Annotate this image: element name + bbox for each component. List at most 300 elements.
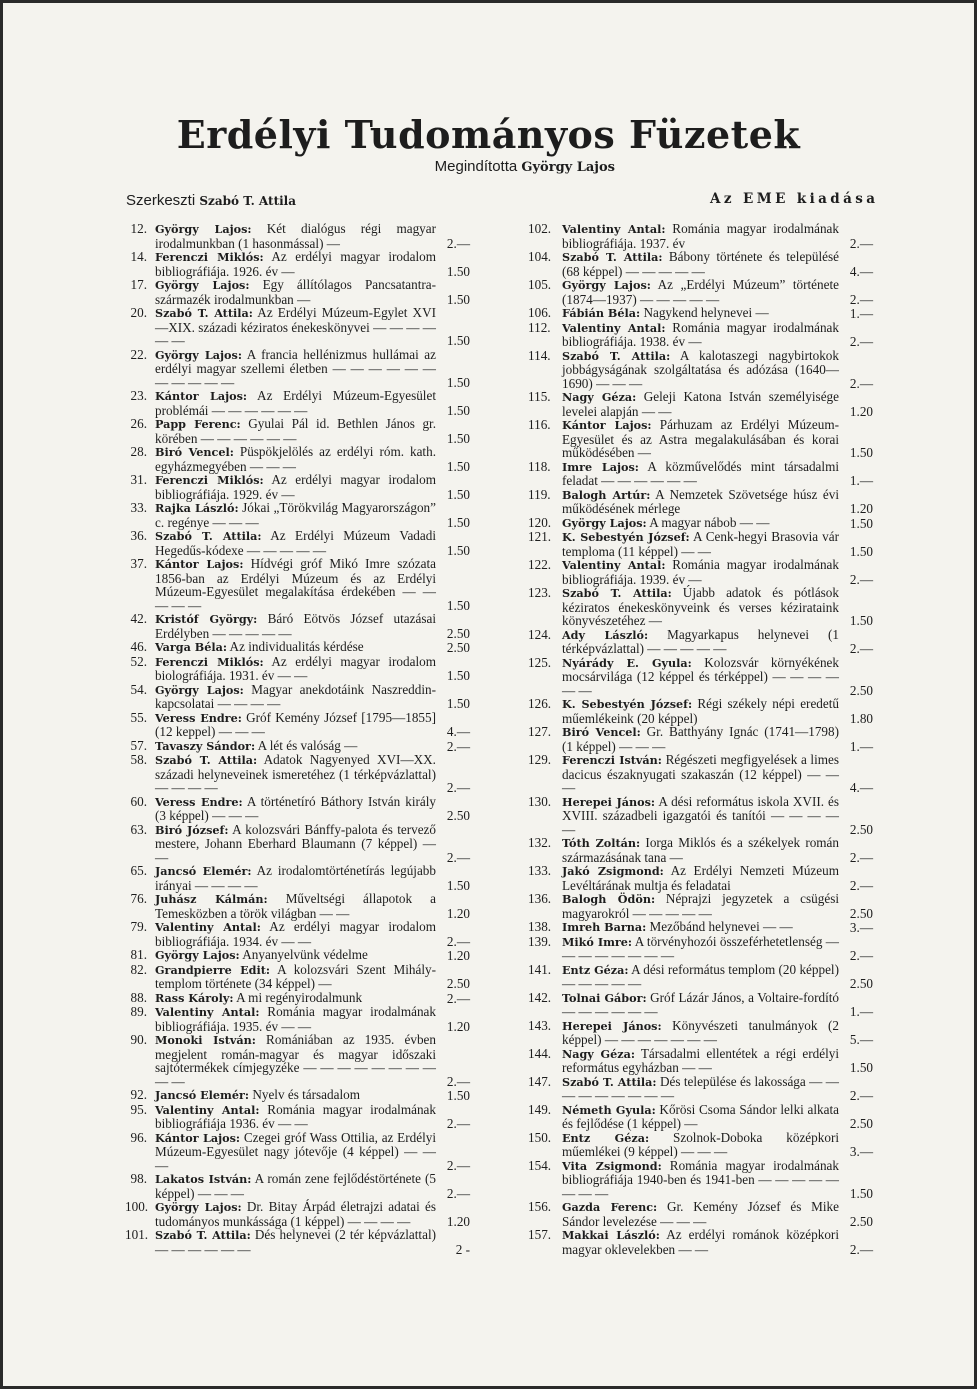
catalog-entry xyxy=(125,389,470,417)
entry-title: Románia magyar irodalmának bibliográfiája. 1937. év xyxy=(562,221,839,251)
entry-author: Lakatos István: xyxy=(155,1172,252,1186)
entry-number: 119. xyxy=(528,486,551,502)
entry-price: 2.— xyxy=(849,571,873,587)
entry-title: Hídvégi gróf Mikó Imre szózata 1856-ban az Erdélyi Múzeum és az Erdélyi Múzeum-Egyesület megalakítása érdekében — — — — — xyxy=(155,556,437,613)
entry-price: 1.50 xyxy=(446,877,470,893)
entry-number: 31. xyxy=(130,472,147,487)
entry-number: 120. xyxy=(528,514,552,530)
catalog-entry xyxy=(125,1200,470,1228)
entry-author: Herepei János: xyxy=(562,794,656,809)
entry-title: Párhuzam az Erdélyi Múzeum-Egyesület és az Astra megalakulásában és korai működésében — xyxy=(562,417,839,460)
entry-price: 1.50 xyxy=(446,291,470,307)
entry-price: 2.50 xyxy=(446,640,470,655)
entry-number: 81. xyxy=(130,947,147,962)
entry-price: 2.50 xyxy=(849,682,873,698)
entry-number: 115. xyxy=(528,389,551,404)
catalog-entry xyxy=(528,935,873,963)
entry-title: A történetíró Báthory István király (3 képpel) — — — xyxy=(155,793,436,823)
series-title: Erdélyi Tudományos Füzetek xyxy=(176,112,801,157)
entry-price: 2.— xyxy=(446,1157,470,1173)
catalog-entry xyxy=(528,1047,873,1075)
catalog-entry xyxy=(125,250,470,278)
entry-title: Az Erdélyi Nemzeti Múzeum Levéltárának multja és feladatai xyxy=(562,863,839,893)
entry-number: 89. xyxy=(130,1004,147,1019)
entry-author: Jancsó Elemér: xyxy=(155,864,252,878)
catalog-entry xyxy=(528,530,873,558)
entry-title: A mi regényirodalmunk xyxy=(236,989,363,1005)
entry-title: Néprajzi jegyzetek a csügési magyarokról — — — — — xyxy=(562,891,839,921)
catalog-entry xyxy=(125,683,470,711)
catalog-entry xyxy=(125,1088,470,1103)
entry-price: 1.50 xyxy=(849,445,873,460)
entry-price: 2.— xyxy=(849,1088,873,1103)
entry-number: 95. xyxy=(130,1101,147,1117)
entry-price: 3.— xyxy=(849,920,873,935)
catalog-entry xyxy=(528,836,873,864)
entry-number: 88. xyxy=(130,989,147,1005)
entry-price: 2.50 xyxy=(446,976,470,991)
catalog-entry xyxy=(528,697,873,725)
catalog-entry xyxy=(528,1075,873,1103)
entry-title: Anyanyelvünk védelme xyxy=(242,947,368,962)
entry-price: 2.— xyxy=(849,375,873,391)
founder-line xyxy=(435,158,615,175)
entry-price: 3.— xyxy=(849,1144,873,1159)
entry-number: 124. xyxy=(528,626,552,642)
entry-title: Egy állítólagos Pancsatantra-származék irodalmunkban — xyxy=(155,277,437,307)
entry-title: Püspökjelölés az erdélyi róm. kath. egyházmegyében — — — xyxy=(155,444,436,474)
entry-price: 2.50 xyxy=(446,625,470,641)
entry-title: Újabb adatok és pótlások kéziratos énekeskönyveink és verses kézirataink könyvészetéhez — xyxy=(562,585,839,628)
entry-author: Kántor Lajos: xyxy=(562,418,652,432)
entry-price: 1.50 xyxy=(446,542,470,558)
catalog-entry xyxy=(125,963,470,991)
entry-price: 1.20 xyxy=(849,403,873,419)
catalog-entry xyxy=(125,864,470,892)
catalog-entry xyxy=(125,306,470,348)
catalog-entry xyxy=(125,823,470,865)
founder-name: György Lajos xyxy=(521,160,615,175)
entry-title: A közművelődés mint társadalmi feladat — — — — — — xyxy=(562,458,839,488)
entry-number: 132. xyxy=(528,835,552,850)
entry-author: Valentiny Antal: xyxy=(562,558,666,572)
entry-price: 1.50 xyxy=(446,333,470,348)
catalog-entry xyxy=(528,1103,873,1131)
catalog-entry xyxy=(528,628,873,656)
entry-title: Gróf Lázár János, a Voltaire-fordító — — — — — — xyxy=(562,989,839,1019)
entry-price: 2.— xyxy=(446,990,470,1006)
entry-author: György Lajos: xyxy=(562,515,647,530)
entry-author: György Lajos: xyxy=(155,682,244,697)
entry-author: Papp Ferenc: xyxy=(155,417,241,431)
entry-author: György Lajos: xyxy=(155,278,250,292)
catalog-entry xyxy=(125,711,470,739)
entry-author: Imre Lajos: xyxy=(562,459,639,474)
entry-author: Veress Endre: xyxy=(155,794,243,809)
entry-number: 42. xyxy=(130,611,147,626)
entry-price: 1.20 xyxy=(849,501,873,516)
entry-price: 1.— xyxy=(849,306,873,321)
entry-title: Kőrösi Csoma Sándor lelki alkata és fejlődése (1 képpel) — xyxy=(562,1101,840,1131)
left-column xyxy=(125,222,470,1256)
entry-price: 1.50 xyxy=(446,486,470,502)
entry-number: 127. xyxy=(528,724,552,739)
entry-number: 17. xyxy=(130,277,147,292)
entry-title: Mezőbánd helynevei — — xyxy=(649,919,793,934)
entry-number: 26. xyxy=(130,416,147,431)
entry-price: 2.— xyxy=(849,849,873,865)
entry-number: 14. xyxy=(130,249,147,264)
entry-price: 2.— xyxy=(849,877,873,893)
entry-title: Magyarkapus helynevei (1 térképvázlattal) — — — — — xyxy=(562,626,839,656)
catalog-entry xyxy=(528,390,873,418)
catalog-entry xyxy=(528,920,873,935)
entry-title: A dési református templom (20 képpel) — — — — — xyxy=(562,961,839,991)
entry-price: 1.50 xyxy=(446,597,470,613)
entry-number: 139. xyxy=(528,933,552,949)
entry-title: Románia magyar irodalmának bibliográfiája 1940-ben és 1941-ben — — — — — — — — xyxy=(562,1157,839,1201)
entry-author: Grandpierre Edit: xyxy=(155,962,271,977)
entry-title: Magyar anekdotáink Naszreddin-kapcsolatai — — — — xyxy=(155,681,437,711)
entry-number: 60. xyxy=(130,793,147,809)
entry-title: Gr. Batthyány Ignác (1741—1798) (1 képpel) — — — xyxy=(562,724,840,754)
catalog-entry xyxy=(125,892,470,920)
entry-number: 54. xyxy=(130,681,147,697)
entry-author: Rass Károly: xyxy=(155,990,234,1005)
entry-number: 122. xyxy=(528,557,552,572)
entry-number: 123. xyxy=(528,585,552,600)
catalog-entry xyxy=(528,488,873,516)
entry-number: 101. xyxy=(125,1227,149,1242)
entry-title: Báró Eötvös József utazásai Erdélyben — — — — — xyxy=(155,611,436,641)
entry-price: 2.50 xyxy=(849,905,873,921)
entry-price: 1.50 xyxy=(446,668,470,683)
entry-price: 1.— xyxy=(849,1004,873,1019)
entry-number: 156. xyxy=(528,1199,552,1214)
catalog-entry xyxy=(528,321,873,349)
entry-author: Ferenczi Miklós: xyxy=(155,250,264,264)
entry-number: 157. xyxy=(528,1227,552,1242)
entry-author: Fábián Béla: xyxy=(562,306,641,320)
entry-price: 1.50 xyxy=(446,374,470,390)
catalog-entry xyxy=(528,1200,873,1228)
entry-price: 2.— xyxy=(849,334,873,349)
entry-title: Kolozsvár környékének mocsárvilága (12 képpel és térképpel) — — — — — — xyxy=(562,654,839,698)
entry-author: Szabó T. Attila: xyxy=(562,586,672,600)
catalog-entry xyxy=(528,516,873,531)
editor-line xyxy=(126,192,296,209)
entry-author: Németh Gyula: xyxy=(562,1102,656,1117)
catalog-entry xyxy=(528,991,873,1019)
entry-price: 2.— xyxy=(849,291,873,307)
entry-author: Imreh Barna: xyxy=(562,920,647,934)
entry-price: 1.80 xyxy=(849,710,873,726)
editor-name: Szabó T. Attila xyxy=(199,194,297,208)
entry-author: Herepei János: xyxy=(562,1018,662,1033)
entry-author: Balogh Artúr: xyxy=(562,487,651,502)
catalog-entry xyxy=(528,753,873,795)
entry-number: 36. xyxy=(130,528,147,543)
entry-title: Jókai „Törökvilág Magyarországon” c. regénye — — — xyxy=(155,500,436,530)
entry-author: Biró Vencel: xyxy=(155,445,234,459)
catalog-entry xyxy=(528,306,873,321)
entry-author: Vita Zsigmond: xyxy=(562,1158,662,1173)
entry-number: 57. xyxy=(130,737,147,753)
entry-author: Tavaszy Sándor: xyxy=(155,738,256,753)
entry-author: Rajka László: xyxy=(155,501,239,515)
entry-price: 2.— xyxy=(446,738,470,754)
entry-author: K. Sebestyén József: xyxy=(562,530,690,544)
entry-author: Valentiny Antal: xyxy=(155,1005,260,1019)
entry-title: Gyulai Pál id. Bethlen János gr. körében — — — — — — xyxy=(155,416,437,446)
entry-author: Mikó Imre: xyxy=(562,934,633,949)
catalog-entry xyxy=(125,1103,470,1131)
entry-number: 143. xyxy=(528,1017,552,1033)
entry-number: 141. xyxy=(528,961,552,977)
entry-title: Könyvészeti tanulmányok (2 képpel) — — — — — — — xyxy=(562,1017,840,1047)
entry-author: Szabó T. Attila: xyxy=(562,250,663,264)
entry-price: 2.— xyxy=(849,1241,873,1257)
entry-author: Nagy Géza: xyxy=(562,390,637,404)
entry-number: 138. xyxy=(528,919,552,934)
entry-author: Balogh Ödön: xyxy=(562,892,656,906)
entry-author: Kántor Lajos: xyxy=(155,389,248,403)
entry-price: 4.— xyxy=(849,263,873,279)
entry-number: 125. xyxy=(528,654,552,670)
entry-title: Az individualitás kérdése xyxy=(229,639,364,654)
entry-price: 2.— xyxy=(446,849,470,865)
entry-title: A kolozsvári Bánffy-palota és tervező mestere, Johann Eberhard Blaumann (7 képpel) — — xyxy=(155,821,436,865)
catalog-entry xyxy=(528,460,873,488)
entry-price: 1.20 xyxy=(446,1018,470,1034)
entry-title: A Nemzetek Szövetsége húsz évi működésének mérlege xyxy=(562,486,840,516)
entry-price: 1.50 xyxy=(849,543,873,559)
catalog-entry xyxy=(125,655,470,683)
catalog-entry xyxy=(125,1033,470,1088)
entry-author: Ferenczi István: xyxy=(562,753,662,767)
entry-price: 1.20 xyxy=(446,948,470,963)
entry-number: 96. xyxy=(130,1129,147,1145)
catalog-entry xyxy=(125,1131,470,1173)
entry-author: Szabó T. Attila: xyxy=(562,348,671,363)
entry-title: Gróf Kemény József [1795—1855] (12 keppel) — — — xyxy=(155,709,436,739)
entry-number: 116. xyxy=(528,417,551,432)
entry-author: Valentiny Antal: xyxy=(155,920,261,934)
entry-title: Adatok Nagyenyed XVI—XX. századi helyneveinek ismeretéhez (1 térképvázlattal) — — — — xyxy=(155,752,436,795)
entry-number: 65. xyxy=(130,863,147,878)
entry-price: 1.20 xyxy=(446,1213,470,1229)
entry-price: 1.50 xyxy=(446,402,470,418)
entry-title: Az erdélyi románok középkori magyar oklevelekben — — xyxy=(562,1227,839,1257)
entry-author: György Lajos: xyxy=(155,222,252,236)
entry-title: A kolozsvári Szent Mihály-templom története (34 képpel) — xyxy=(155,961,436,991)
entry-title: Szolnok-Doboka középkori műemlékei (9 képpel) — — — xyxy=(562,1129,840,1159)
entry-number: 12. xyxy=(130,221,147,236)
entry-number: 79. xyxy=(130,919,147,934)
catalog-entry xyxy=(125,753,470,795)
entry-title: A Cenk-hegyi Brasovia vár temploma (11 képpel) — — xyxy=(562,529,839,559)
catalog-entry xyxy=(528,1159,873,1201)
entry-number: 46. xyxy=(130,639,147,654)
entry-author: Veress Endre: xyxy=(155,710,242,725)
entry-author: Ferenczi Miklós: xyxy=(155,473,264,487)
catalog-entry xyxy=(125,222,470,250)
entry-title: Romániában az 1935. évben megjelent román-magyar és magyar időszaki sajtótermékek címjegyzéke — — — — — — — — — — xyxy=(155,1032,436,1089)
entry-price: 2.— xyxy=(446,933,470,949)
catalog-entry xyxy=(528,963,873,991)
entry-title: Az Erdélyi Múzeum-Egylet XVI—XIX. századi kéziratos énekeskönyvei — — — — — — xyxy=(155,305,436,348)
entry-title: Az „Erdélyi Múzeum” története (1874—1937) — — — — — xyxy=(562,277,839,307)
catalog-entry xyxy=(125,948,470,963)
entry-number: 147. xyxy=(528,1073,552,1089)
entry-title: Románia magyar irodalmának bibliográfiája. 1935. év — — xyxy=(155,1004,436,1034)
catalog-entry xyxy=(528,725,873,753)
catalog-entry xyxy=(528,349,873,391)
entry-number: 52. xyxy=(130,653,147,669)
catalog-entry xyxy=(528,278,873,306)
entry-price: 1.— xyxy=(849,473,873,488)
entry-title: A dési református iskola XVII. és XVIII. századbeli igazgatói és tanítói — — — — — xyxy=(562,793,839,837)
entry-author: Valentiny Antal: xyxy=(155,1102,260,1117)
entry-price: 1.50 xyxy=(446,514,470,530)
entry-number: 98. xyxy=(130,1171,147,1186)
catalog-entry xyxy=(125,445,470,473)
entry-title: A magyar nábob — — xyxy=(649,514,770,530)
entry-title: A törvényhozói összeférhetetlenség — — — — — — — — xyxy=(562,933,839,963)
entry-number: 130. xyxy=(528,793,552,809)
entry-price: 1.20 xyxy=(446,905,470,921)
entry-price: 1.50 xyxy=(849,613,873,628)
catalog-entry xyxy=(125,795,470,823)
entry-title: Gr. Kemény József és Mike Sándor levelezése — — — xyxy=(562,1199,839,1229)
entry-price: 2.— xyxy=(446,1116,470,1131)
catalog-entry xyxy=(528,795,873,837)
entry-price: 2.50 xyxy=(849,976,873,991)
entry-author: Kántor Lajos: xyxy=(155,557,244,571)
entry-title: Régészeti megfigyelések a limes dacicus északnyugati szakaszán (12 képpel) — — — xyxy=(562,752,839,795)
entry-title: Dr. Bitay Árpád életrajzi adatai és tudományos munkássága (1 képpel) — — — — xyxy=(155,1199,437,1229)
entry-author: Tolnai Gábor: xyxy=(562,990,647,1005)
entry-price: 2.— xyxy=(849,948,873,963)
entry-number: 92. xyxy=(130,1087,147,1102)
entry-number: 142. xyxy=(528,989,552,1005)
entry-number: 144. xyxy=(528,1045,552,1061)
entry-number: 150. xyxy=(528,1129,552,1145)
entry-number: 133. xyxy=(528,863,552,878)
entry-author: Szabó T. Attila: xyxy=(155,306,253,320)
catalog-entry xyxy=(528,864,873,892)
entry-number: 58. xyxy=(130,752,147,767)
entry-title: Az erdélyi magyar irodalom bibliográfiája. 1926. év — xyxy=(155,249,436,279)
entry-author: Kristóf György: xyxy=(155,612,258,626)
entry-number: 28. xyxy=(130,444,147,459)
entry-author: Szabó T. Attila: xyxy=(155,529,262,543)
catalog-entry xyxy=(528,656,873,698)
entry-author: Jancsó Elemér: xyxy=(155,1088,250,1102)
entry-price: 1.50 xyxy=(849,1060,873,1075)
entry-number: 126. xyxy=(528,696,552,711)
entry-author: Entz Géza: xyxy=(562,962,629,977)
entry-title: Nagykend helynevei — xyxy=(643,305,769,320)
entry-title: Az Erdélyi Múzeum-Egyesület problémái — — — — — — xyxy=(155,388,436,418)
catalog-entry xyxy=(528,558,873,586)
catalog-entry xyxy=(125,991,470,1006)
entry-author: Valentiny Antal: xyxy=(562,222,666,236)
catalog-entry xyxy=(125,612,470,640)
catalog-entry xyxy=(125,278,470,306)
entry-author: Valentiny Antal: xyxy=(562,320,666,335)
entry-price: 2.— xyxy=(849,641,873,656)
entry-author: Szabó T. Attila: xyxy=(562,1074,657,1089)
entry-number: 136. xyxy=(528,891,552,906)
catalog-entry xyxy=(528,892,873,920)
entry-price: 2.50 xyxy=(849,1116,873,1131)
entry-title: Az erdélyi magyar irodalom bibliográfiája. 1929. év — xyxy=(155,472,436,502)
entry-author: György Lajos: xyxy=(155,1200,242,1214)
entry-number: 149. xyxy=(528,1101,552,1117)
catalog-entry xyxy=(528,586,873,628)
entry-author: Biró Vencel: xyxy=(562,725,641,739)
entry-author: Biró József: xyxy=(155,822,229,837)
entry-author: György Lajos: xyxy=(562,278,651,292)
entry-author: Varga Béla: xyxy=(155,640,227,654)
entry-title: Dés helynevei (2 tér képvázlattal) — — — — — — xyxy=(155,1227,437,1257)
catalog-entry xyxy=(125,640,470,655)
entry-number: 76. xyxy=(130,891,147,906)
entry-number: 82. xyxy=(130,961,147,977)
entry-number: 105. xyxy=(528,277,552,292)
entry-price: 1.— xyxy=(849,738,873,754)
entry-price: 2.— xyxy=(446,235,470,251)
founder-label: Megindította xyxy=(434,158,518,175)
entry-title: Az irodalomtörténetírás legújabb irányai — — — — xyxy=(155,863,436,893)
entry-number: 154. xyxy=(528,1157,552,1173)
entry-author: Ady László: xyxy=(562,627,649,642)
catalog-entry xyxy=(528,1019,873,1047)
catalog-entry xyxy=(125,348,470,390)
entry-title: Az erdélyi magyar irodalom bibliográfiája. 1934. év — — xyxy=(155,919,436,949)
entry-title: A francia hellénizmus hullámai az erdélyi magyar szellemi életben — — — — — — — — — — — xyxy=(155,346,437,390)
publisher-line: Az EME kiadása xyxy=(710,191,879,207)
catalog-entry xyxy=(125,1228,470,1256)
catalog-entry xyxy=(125,739,470,754)
entry-author: Szabó T. Attila: xyxy=(155,1228,251,1242)
entry-price: 2.— xyxy=(446,1185,470,1201)
entry-author: György Lajos: xyxy=(155,347,242,362)
entry-number: 100. xyxy=(125,1199,149,1214)
entry-number: 20. xyxy=(130,305,147,320)
entry-title: Románia magyar irodalmának bibliográfiája. 1939. év — xyxy=(562,557,839,587)
entry-author: K. Sebestyén József: xyxy=(562,697,693,711)
catalog-entry xyxy=(528,1228,873,1256)
entry-price: 1.50 xyxy=(446,696,470,711)
entry-price: 2.— xyxy=(849,235,873,251)
catalog-entry xyxy=(528,1131,873,1159)
entry-author: Makkai László: xyxy=(562,1228,660,1242)
entry-title: Műveltségi állapotok a Temesközben a török világban — — xyxy=(155,891,436,921)
entry-price: 1.50 xyxy=(446,1088,470,1103)
catalog-entry xyxy=(125,1005,470,1033)
entry-title: A lét és valóság — xyxy=(257,737,358,753)
entry-title: Társadalmi ellentétek a régi erdélyi református egyházban — — xyxy=(562,1045,840,1075)
entry-number: 106. xyxy=(528,305,552,320)
catalog-entry xyxy=(528,222,873,250)
entry-title: Az Erdélyi Múzeum Vadadi Hegedűs-kódexe — — — — — xyxy=(155,528,436,558)
entry-title: Nyelv és társadalom xyxy=(252,1087,360,1102)
entry-price: 2 - xyxy=(455,1241,470,1257)
entry-number: 112. xyxy=(528,319,551,335)
entry-price: 1.50 xyxy=(446,263,470,279)
